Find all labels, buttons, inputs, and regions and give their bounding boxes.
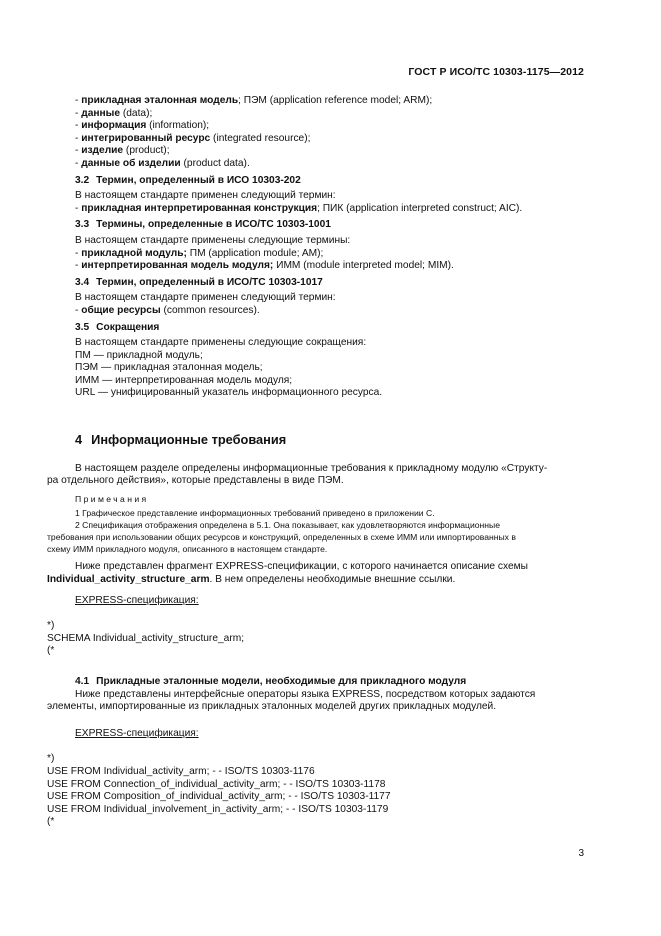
term-item: - данные об изделии (product data). — [75, 157, 250, 169]
section-intro: В настоящем стандарте применены следующие сокращения: — [75, 337, 367, 349]
term-item: - прикладной модуль; ПМ (application module; AM); — [75, 247, 324, 259]
note-item: 1 Графическое представление информационных требований приведено в приложении С. — [75, 508, 435, 519]
paragraph: Individual_activity_structure_arm. В нем определены необходимые внешние ссылки. — [47, 574, 456, 586]
paragraph: В настоящем разделе определены информационные требования к прикладному модулю «Структу- — [75, 462, 548, 474]
express-label: EXPRESS-спецификация: — [75, 727, 199, 739]
page-number: 3 — [578, 848, 584, 859]
paragraph: элементы, импортированные из прикладных эталонных моделей других прикладных модулей. — [47, 701, 497, 713]
term-item: - прикладная интерпретированная конструкция; ПИК (application interpreted construct; AIC). — [75, 202, 523, 214]
term-item: - интегрированный ресурс (integrated resource); — [75, 132, 311, 144]
abbreviation-item: ИММ — интерпретированная модель модуля; — [75, 374, 293, 386]
term-item: - информация (information); — [75, 120, 210, 132]
section-heading-4: 4 Информационные требования — [75, 432, 287, 448]
paragraph: ра отдельного действия», которые представлены в виде ПЭМ. — [47, 475, 344, 487]
section-heading-3-4: 3.4 Термин, определенный в ИСО/ТС 10303-1017 — [75, 276, 323, 288]
document-header: ГОСТ Р ИСО/ТС 10303-1175—2012 — [408, 66, 584, 78]
code-line: USE FROM Connection_of_individual_activity_arm; - - ISO/TS 10303-1178 — [47, 778, 386, 790]
code-line: *) — [47, 620, 55, 632]
note-title: Примечания — [75, 493, 149, 504]
code-line: USE FROM Individual_involvement_in_activity_arm; - - ISO/TS 10303-1179 — [47, 803, 389, 815]
section-heading-4-1: 4.1 Прикладные эталонные модели, необходимые для прикладного модуля — [75, 676, 467, 687]
section-heading-3-2: 3.2 Термин, определенный в ИСО 10303-202 — [75, 174, 301, 186]
term-item: - данные (data); — [75, 107, 153, 119]
code-line: *) — [47, 753, 55, 765]
section-intro: В настоящем стандарте применены следующие термины: — [75, 234, 351, 246]
term-item: - интерпретированная модель модуля; ИММ (module interpreted model; MIM). — [75, 260, 454, 272]
code-line: USE FROM Individual_activity_arm; - - ISO/TS 10303-1176 — [47, 765, 315, 777]
section-intro: В настоящем стандарте применен следующий термин: — [75, 292, 336, 304]
paragraph: Ниже представлен фрагмент EXPRESS-спецификации, с которого начинается описание схемы — [75, 561, 528, 573]
page-content — [47, 95, 585, 829]
code-line: (* — [47, 645, 55, 657]
abbreviation-item: URL — унифицированный указатель информационного ресурса. — [75, 387, 383, 399]
code-line: USE FROM Composition_of_individual_activity_arm; - - ISO/TS 10303-1177 — [47, 791, 391, 803]
abbreviation-item: ПЭМ — прикладная эталонная модель; — [75, 362, 263, 374]
code-line: SCHEMA Individual_activity_structure_arm; — [47, 632, 245, 644]
term-item: - прикладная эталонная модель; ПЭМ (application reference model; ARM); — [75, 95, 433, 106]
note-item: 2 Спецификация отображения определена в 5.1. Она показывает, как удовлетворяются информационные — [75, 520, 500, 531]
code-line: (* — [47, 816, 55, 828]
section-intro: В настоящем стандарте применен следующий термин: — [75, 190, 336, 202]
abbreviation-item: ПМ — прикладной модуль; — [75, 349, 203, 361]
note-item: схему ИММ прикладного модуля, описанного в настоящем стандарте. — [47, 544, 328, 555]
term-item: - изделие (product); — [75, 145, 170, 157]
section-heading-3-5: 3.5 Сокращения — [75, 321, 160, 333]
term-item: - общие ресурсы (common resources). — [75, 304, 260, 316]
express-label: EXPRESS-спецификация: — [75, 594, 199, 606]
section-heading-3-3: 3.3 Термины, определенные в ИСО/ТС 10303-1001 — [75, 219, 331, 231]
paragraph: Ниже представлены интерфейсные операторы языка EXPRESS, посредством которых задаются — [75, 688, 536, 700]
note-item: требования при использовании общих ресурсов и конструкций, определенных в схеме ИММ или импортированных в — [47, 532, 516, 543]
